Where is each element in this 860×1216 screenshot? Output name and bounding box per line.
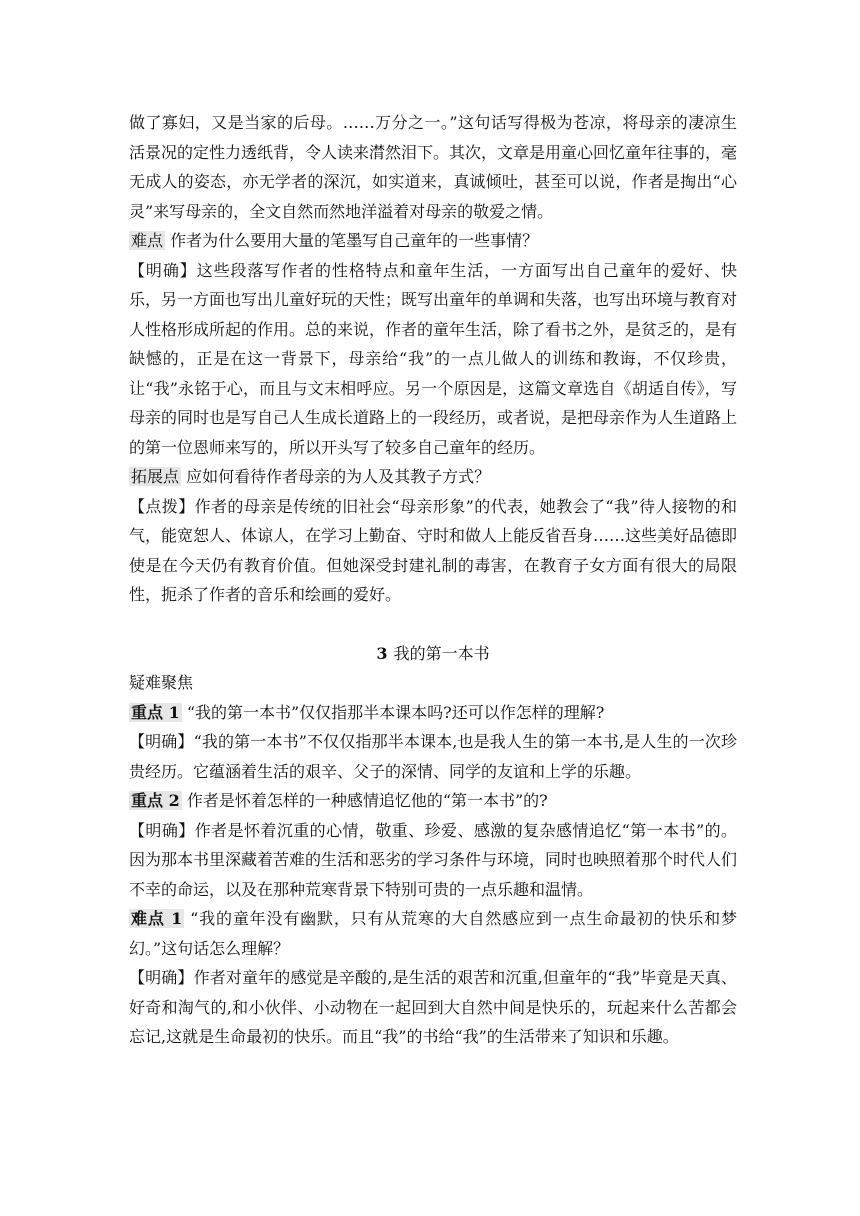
subheading: [129, 668, 737, 698]
difficulty-paragraph: [129, 226, 737, 256]
clarify-text: 这些段落写作者的性格特点和童年生活，一方面写出自己童年的爱好、快乐，另一方面也写出儿童好玩的天性；既写出童年的单调和失落，也写出环境与教育对人性格形成所起的作用。总的来说，作者的童年生活，除了看书之外，是贫乏的，是有缺憾的，正是在这一背景下，母亲给“我”的一点儿做人的训练和教诲，不仅珍贵，让“我”永铭于心，而且与文末相呼应。另一个原因是，这篇文章选自《胡适自传》，写母亲的同时也是写自己人生成长道路上的一段经历，或者说，是把母亲作为人生道路上的第一位恩师来写的，所以开头写了较多自己童年的经历。: [129, 260, 738, 457]
clarify-text: “我的第一本书”不仅仅指那半本课本,也是我人生的第一本书,是人生的一次珍贵经历。它蕴涵着生活的艰辛、父子的深情、同学的友谊和上学的乐趣。: [129, 732, 737, 781]
clarify-label: 【明确】: [129, 732, 194, 751]
clarify-text: 作者对童年的感觉是辛酸的,是生活的艰苦和沉重,但童年的“我”毕竟是天真、好奇和淘气的,和小伙伴、小动物在一起回到大自然中间是快乐的，玩起来什么苦都会忘记,这就是生命最初的快乐。而且“我”的书给“我”的生活带来了知识和乐趣。: [129, 968, 737, 1046]
clarify-text: 作者是怀着沉重的心情，敬重、珍爱、感激的复杂感情追忆“第一本书”的。因为那本书里深藏着苦难的生活和恶劣的学习条件与环境，同时也映照着那个时代人们不幸的命运，以及在那种荒寒背景下特别可贵的一点乐趣和温情。: [129, 820, 738, 899]
extension-paragraph: [129, 462, 737, 492]
hint-label: 【点拨】: [129, 496, 195, 516]
clarify-paragraph-3: [129, 816, 737, 905]
extension-label: 拓展点: [131, 467, 180, 486]
intro-paragraph: [129, 108, 737, 226]
section-title-text: 我的第一本书: [393, 643, 490, 663]
difficulty-1-text: “我的童年没有幽默，只有从荒寒的大自然感应到一点生命最初的快乐和梦幻。”这句话怎么理解？: [129, 909, 737, 958]
key-point-1-paragraph: [129, 698, 737, 728]
section-title-number: 3: [376, 643, 388, 663]
key-point-1-label: 重点 1: [131, 702, 180, 722]
subheading-text: 疑难聚焦: [129, 673, 194, 692]
clarify-label: 【明确】: [129, 820, 195, 840]
key-point-1-text: “我的第一本书”仅仅指那半本课本吗?还可以作怎样的理解?: [186, 702, 605, 722]
extension-text: 应如何看待作者母亲的为人及其教子方式？: [186, 467, 491, 486]
key-point-2-text: 作者是怀着怎样的一种感情追忆他的“第一本书”的?: [186, 791, 548, 810]
clarify-label: 【明确】: [129, 260, 197, 280]
key-point-2-paragraph: [129, 786, 737, 816]
document-content: [129, 108, 737, 1052]
difficulty-1-paragraph: [129, 904, 737, 963]
clarify-paragraph-2: [129, 727, 737, 786]
hint-text: 作者的母亲是传统的旧社会“母亲形象”的代表，她教会了“我”待人接物的和气，能宽恕人、体谅人，在学习上勤奋、守时和做人上能反省吾身……这些美好品德即使是在今天仍有教育价值。但她深受封建礼制的毒害，在教育子女方面有很大的局限性，扼杀了作者的音乐和绘画的爱好。: [129, 496, 738, 604]
difficulty-label: 难点: [131, 231, 164, 250]
clarify-paragraph-1: [129, 256, 737, 463]
difficulty-text: 作者为什么要用大量的笔墨写自己童年的一些事情？: [170, 231, 539, 250]
clarify-paragraph-4: [129, 963, 737, 1052]
clarify-label: 【明确】: [129, 968, 194, 987]
intro-text: 做了寡妇，又是当家的后母。……万分之一。”这句话写得极为苍凉，将母亲的凄凉生活景况的定性力透纸背，令人读来潸然泪下。其次，文章是用童心回忆童年往事的，毫无成人的姿态，亦无学者的深沉，如实道来，真诚倾吐，甚至可以说，作者是掏出“心灵”来写母亲的，全文自然而然地洋溢着对母亲的敬爱之情。: [129, 113, 738, 221]
difficulty-1-label: 难点 1: [131, 909, 183, 928]
section-title: [129, 639, 737, 669]
key-point-2-label: 重点 2: [131, 791, 180, 810]
hint-paragraph: [129, 492, 737, 610]
